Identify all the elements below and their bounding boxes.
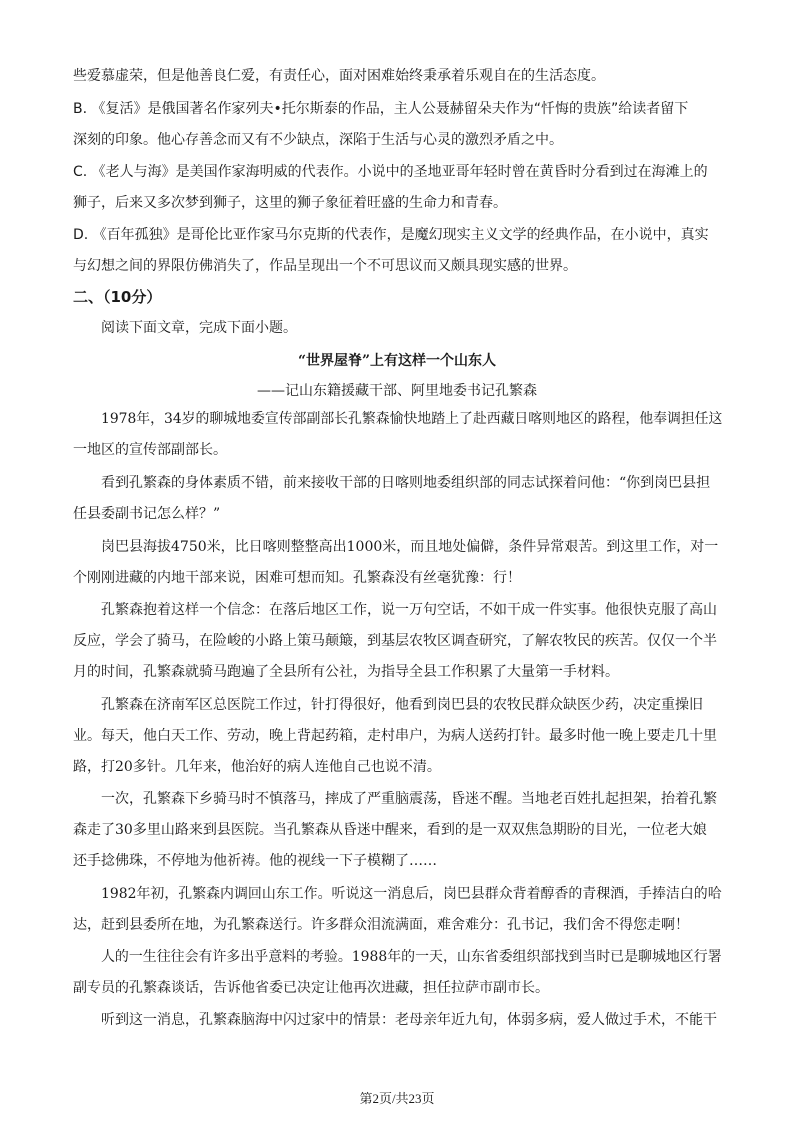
article-subtitle: ——记山东籍援藏干部、阿里地委书记孔繁森 <box>257 383 537 399</box>
article-line: 任县委副书记怎么样？” <box>73 506 221 522</box>
article-line: 一地区的宣传部副部长。 <box>73 442 227 458</box>
article-line: 反应，学会了骑马，在险峻的小路上策马颠簸，到基层农牧区调查研究，了解农牧民的疾苦。仅仅一个半 <box>73 633 717 649</box>
article-line: 1982年初，孔繁森内调回山东工作。听说这一消息后，岗巴县群众背着醇香的青稞酒，手捧洁白的哈 <box>101 886 722 902</box>
option-c-line-1: C. 《老人与海》是美国作家海明威的代表作。小说中的圣地亚哥年轻时曾在黄昏时分看到过在海滩上的 <box>73 164 708 180</box>
article-line: 森走了30多里山路来到县医院。当孔繁森从昏迷中醒来，看到的是一双双焦急期盼的目光，一位老大娘 <box>73 822 707 838</box>
article-line: 1978年，34岁的聊城地委宣传部副部长孔繁森愉快地踏上了赴西藏日喀则地区的路程，他奉调担任这 <box>101 411 723 427</box>
article-line: 一次，孔繁森下乡骑马时不慎落马，摔成了严重脑震荡，昏迷不醒。当地老百姓扎起担架，抬着孔繁 <box>101 791 717 807</box>
article-line: 还手捻佛珠，不停地为他祈祷。他的视线一下子模糊了…… <box>73 853 437 869</box>
article-line: 人的一生往往会有许多出乎意料的考验。1988年的一天，山东省委组织部找到当时已是聊城地区行署 <box>101 949 722 965</box>
option-b-line-1: B. 《复活》是俄国著名作家列夫•托尔斯泰的作品，主人公聂赫留朵夫作为“忏悔的贵族”给读者留下 <box>73 101 689 117</box>
article-line: 孔繁森抱着这样一个信念：在落后地区工作，说一万句空话，不如干成一件实事。他很快克服了高山 <box>101 602 717 618</box>
article-line: 路，打20多针。几年来，他治好的病人连他自己也说不清。 <box>73 759 441 775</box>
article-line: 月的时间，孔繁森就骑马跑遍了全县所有公社，为指导全县工作积累了大量第一手材料。 <box>73 664 619 680</box>
page-number: 第2页/共23页 <box>359 1091 435 1106</box>
article-title: “世界屋脊”上有这样一个山东人 <box>297 353 497 369</box>
option-b-line-2: 深刻的印象。他心存善念而又有不少缺点，深陷于生活与心灵的激烈矛盾之中。 <box>73 132 563 148</box>
article-line: 看到孔繁森的身体素质不错，前来接收干部的日喀则地委组织部的同志试探着问他：“你到岗巴县担 <box>101 475 711 491</box>
article-line: 孔繁森在济南军区总医院工作过，针打得很好，他看到岗巴县的农牧民群众缺医少药，决定重操旧 <box>101 697 703 713</box>
article-line: 岗巴县海拔4750米，比日喀则整整高出1000米，而且地处偏僻，条件异常艰苦。到这里工作，对一 <box>101 539 719 555</box>
article-line: 副专员的孔繁森谈话，告诉他省委已决定让他再次进藏，担任拉萨市副市长。 <box>73 980 549 996</box>
option-a-tail: 些爱慕虚荣，但是他善良仁爱，有责任心，面对困难始终秉承着乐观自在的生活态度。 <box>73 68 605 84</box>
section-heading: 二、（10分） <box>73 288 162 306</box>
option-d-line-2: 与幻想之间的界限仿佛消失了，作品呈现出一个不可思议而又颇具现实感的世界。 <box>73 258 577 274</box>
section-instruction: 阅读下面文章，完成下面小题。 <box>101 320 297 336</box>
option-d-line-1: D. 《百年孤独》是哥伦比亚作家马尔克斯的代表作，是魔幻现实主义文学的经典作品，在小说中，真实 <box>73 227 709 243</box>
option-c-line-2: 狮子，后来又多次梦到狮子，这里的狮子象征着旺盛的生命力和青春。 <box>73 195 507 211</box>
article-line: 达，赶到县委所在地，为孔繁森送行。许多群众泪流满面，难舍难分：孔书记，我们舍不得您走啊！ <box>73 917 689 933</box>
article-line: 听到这一消息，孔繁森脑海中闪过家中的情景：老母亲年近九旬，体弱多病，爱人做过手术，不能干 <box>101 1012 717 1028</box>
article-line: 业。每天，他白天工作、劳动，晚上背起药箱，走村串户，为病人送药打针。最多时他一晚上要走几十里 <box>73 728 717 744</box>
article-line: 个刚刚进藏的内地干部来说，困难可想而知。孔繁森没有丝毫犹豫：行！ <box>73 570 521 586</box>
